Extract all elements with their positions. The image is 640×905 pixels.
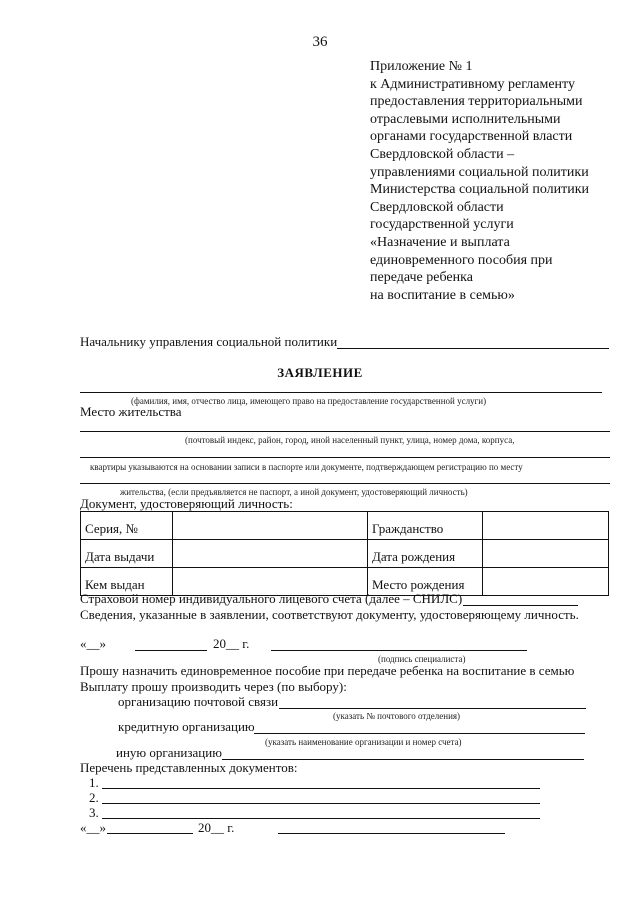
option-credit-label: кредитную организацию [118,719,255,734]
issue-date-field[interactable] [173,540,368,568]
appendix-line: Министерства социальной политики [370,182,590,198]
residence-field-3[interactable] [80,483,610,484]
applicant-sign-field[interactable] [278,833,505,834]
birth-place-field[interactable] [483,568,609,596]
birth-date-label: Дата рождения [368,540,483,568]
residence-field-1[interactable] [80,431,610,432]
docs-item-field-1[interactable] [102,788,540,789]
citizenship-field[interactable] [483,512,609,540]
payment-text: Выплату прошу производить через (по выбору): [80,679,347,694]
series-field[interactable] [173,512,368,540]
issued-by-label: Кем выдан [81,568,173,596]
option-credit-hint: (указать наименование организации и номер счета) [265,737,462,747]
docs-item-number: 3. [89,805,99,820]
appendix-line: передаче ребенка [370,270,473,286]
option-post-label: организацию почтовой связи [118,694,279,709]
addressee-field[interactable] [337,348,609,349]
series-label: Серия, № [81,512,173,540]
verify-text: Сведения, указанные в заявлении, соответствуют документу, удостоверяющему личность. [80,607,579,622]
appendix-line: государственной услуги [370,217,514,233]
option-post-hint: (указать № почтового отделения) [333,711,461,721]
specialist-sign-hint: (подпись специалиста) [378,654,466,664]
final-date-month-field[interactable] [107,833,193,834]
option-credit-field[interactable] [254,733,585,734]
snils-field[interactable] [463,605,578,606]
residence-field-2[interactable] [80,457,610,458]
option-post-field[interactable] [279,708,586,709]
page-title: ЗАЯВЛЕНИЕ [277,365,363,380]
appendix-line: предоставления территориальными [370,94,583,110]
appendix-line: к Административному регламенту [370,76,575,92]
date-year: 20__ г. [213,636,250,651]
docs-item-number: 1. [89,775,99,790]
specialist-sign-field[interactable] [271,650,527,651]
appendix-line: Приложение № 1 [370,59,473,74]
appendix-line: Свердловской области – [370,146,515,162]
request-text: Прошу назначить единовременное пособие при передаче ребенка на воспитание в семью [80,663,575,678]
final-date-year: 20__ г. [198,820,235,835]
residence-label: Место жительства [80,404,182,419]
appendix-line: на воспитание в семью» [370,287,515,303]
final-date-day: «__» [80,820,106,835]
option-other-label: иную организацию [116,745,222,760]
id-doc-label: Документ, удостоверяющий личность: [80,496,293,511]
address-hint-1: (почтовый индекс, район, город, иной населенный пункт, улица, номер дома, корпуса, [185,435,515,445]
fio-field[interactable] [80,392,602,393]
appendix-line: Свердловской области [370,199,504,215]
docs-item-field-3[interactable] [102,818,540,819]
docs-list-label: Перечень представленных документов: [80,760,298,775]
issue-date-label: Дата выдачи [81,540,173,568]
page-number: 36 [312,34,328,50]
citizenship-label: Гражданство [368,512,483,540]
date-month-field[interactable] [135,650,207,651]
address-hint-3: жительства, (если предъявляется не паспорт, а иной документ, удостоверяющий личность) [120,487,468,497]
addressee-label: Начальнику управления социальной политики [80,334,338,349]
appendix-line: управлениями социальной политики [370,164,589,180]
docs-item-number: 2. [89,790,99,805]
birth-date-field[interactable] [483,540,609,568]
fio-hint: (фамилия, имя, отчество лица, имеющего право на предоставление государственной услуги) [131,396,487,406]
appendix-line: единовременного пособия при [370,252,553,268]
date-day: «__» [80,636,106,651]
appendix-line: отраслевыми исполнительными [370,111,561,127]
docs-item-field-2[interactable] [102,803,540,804]
snils-label: Страховой номер индивидуального лицевого счета (далее – СНИЛС) [80,591,463,606]
address-hint-2: квартиры указываются на основании записи в паспорте или документе, подтверждающем регистрацию по месту [90,462,523,472]
appendix-line: «Назначение и выплата [370,234,510,250]
appendix-block [370,58,630,304]
appendix-line: органами государственной власти [370,129,573,145]
id-doc-table [80,511,609,596]
birth-place-label: Место рождения [368,568,483,596]
